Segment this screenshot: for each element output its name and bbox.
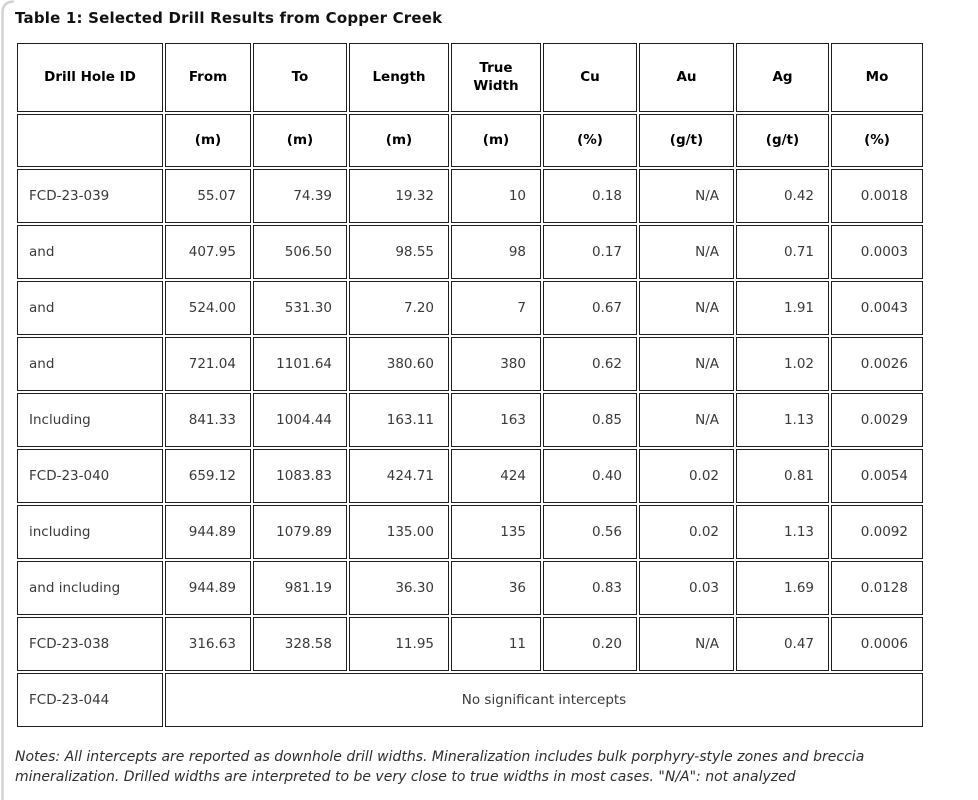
value-cell: 11 [451,617,541,671]
table-row [17,169,923,223]
value-cell: 944.89 [165,505,251,559]
table-row [17,505,923,559]
value-cell: 721.04 [165,337,251,391]
value-cell: 0.67 [543,281,637,335]
value-cell: 0.0029 [831,393,923,447]
column-header: Drill Hole ID [17,43,163,112]
value-cell: 0.03 [639,561,734,615]
column-header: Mo [831,43,923,112]
table-row [17,225,923,279]
unit-header: (m) [165,114,251,167]
table-row [17,617,923,671]
value-cell: N/A [639,281,734,335]
value-cell: 135.00 [349,505,449,559]
value-cell: 0.47 [736,617,829,671]
unit-header: (%) [831,114,923,167]
drill-hole-id-cell: and [17,281,163,335]
value-cell: 0.02 [639,505,734,559]
drill-hole-id-cell: and including [17,561,163,615]
value-cell: 0.85 [543,393,637,447]
value-cell: 424 [451,449,541,503]
value-cell: N/A [639,225,734,279]
value-cell: 0.20 [543,617,637,671]
value-cell: 524.00 [165,281,251,335]
value-cell: 0.17 [543,225,637,279]
value-cell: 7.20 [349,281,449,335]
value-cell: 55.07 [165,169,251,223]
value-cell: 11.95 [349,617,449,671]
value-cell: 0.0043 [831,281,923,335]
value-cell: 0.56 [543,505,637,559]
value-cell: 316.63 [165,617,251,671]
drill-hole-id-cell: Including [17,393,163,447]
value-cell: 0.0006 [831,617,923,671]
value-cell: 10 [451,169,541,223]
value-cell: 506.50 [253,225,347,279]
table-row [17,393,923,447]
value-cell: 0.0026 [831,337,923,391]
unit-header: (g/t) [639,114,734,167]
drill-hole-id-cell: including [17,505,163,559]
column-header: Cu [543,43,637,112]
value-cell: 163 [451,393,541,447]
value-cell: 0.18 [543,169,637,223]
notes: Notes: All intercepts are reported as downhole drill widths. Mineralization includes bulk porphyry-style zones and breccia mineralization. Drilled widths are interpreted to be very close to true widths in most cases. "N/A": not analyzed [15,749,865,786]
value-cell: 7 [451,281,541,335]
drill-hole-id-cell: and [17,337,163,391]
value-cell: 36.30 [349,561,449,615]
units-row [17,114,923,167]
value-cell: 19.32 [349,169,449,223]
value-cell: 328.58 [253,617,347,671]
drill-hole-id-cell: FCD-23-044 [17,673,163,727]
value-cell: 0.0092 [831,505,923,559]
value-cell: 407.95 [165,225,251,279]
unit-header: (m) [349,114,449,167]
value-cell: 424.71 [349,449,449,503]
value-cell: 0.0054 [831,449,923,503]
value-cell: 659.12 [165,449,251,503]
value-cell: 0.71 [736,225,829,279]
value-cell: 380.60 [349,337,449,391]
header-row [17,43,923,112]
table-row [17,449,923,503]
unit-header: (g/t) [736,114,829,167]
unit-header [17,114,163,167]
value-cell: 1079.89 [253,505,347,559]
unit-header: (m) [253,114,347,167]
unit-header: (m) [451,114,541,167]
value-cell: 36 [451,561,541,615]
value-cell: 981.19 [253,561,347,615]
value-cell: 0.62 [543,337,637,391]
value-cell: 98.55 [349,225,449,279]
column-header: Ag [736,43,829,112]
drill-results-table [15,41,925,729]
value-cell: 944.89 [165,561,251,615]
column-header: To [253,43,347,112]
value-cell: 1.13 [736,505,829,559]
table-head [17,43,923,167]
value-cell: 380 [451,337,541,391]
value-cell: 1.02 [736,337,829,391]
value-cell: 1.13 [736,393,829,447]
value-cell: 0.42 [736,169,829,223]
value-cell: 0.0018 [831,169,923,223]
unit-header: (%) [543,114,637,167]
value-cell: N/A [639,169,734,223]
table-row [17,673,923,727]
value-cell: N/A [639,337,734,391]
drill-hole-id-cell: FCD-23-040 [17,449,163,503]
value-cell: 0.0128 [831,561,923,615]
column-header: Au [639,43,734,112]
value-cell: 163.11 [349,393,449,447]
value-cell: 0.02 [639,449,734,503]
value-cell: 0.81 [736,449,829,503]
table-row [17,281,923,335]
value-cell: 1083.83 [253,449,347,503]
value-cell: N/A [639,617,734,671]
value-cell: 1.69 [736,561,829,615]
value-cell: 135 [451,505,541,559]
table-row [17,561,923,615]
drill-hole-id-cell: FCD-23-038 [17,617,163,671]
value-cell: 74.39 [253,169,347,223]
value-cell: N/A [639,393,734,447]
column-header: From [165,43,251,112]
value-cell: 531.30 [253,281,347,335]
merged-message-cell: No significant intercepts [165,673,923,727]
table-title: Table 1: Selected Drill Results from Copper Creek [15,9,443,27]
value-cell: 0.83 [543,561,637,615]
table-body [17,169,923,727]
column-header: Length [349,43,449,112]
value-cell: 1.91 [736,281,829,335]
column-header: True Width [451,43,541,112]
value-cell: 98 [451,225,541,279]
drill-hole-id-cell: FCD-23-039 [17,169,163,223]
value-cell: 0.0003 [831,225,923,279]
value-cell: 841.33 [165,393,251,447]
value-cell: 1101.64 [253,337,347,391]
table-row [17,337,923,391]
drill-hole-id-cell: and [17,225,163,279]
value-cell: 0.40 [543,449,637,503]
value-cell: 1004.44 [253,393,347,447]
